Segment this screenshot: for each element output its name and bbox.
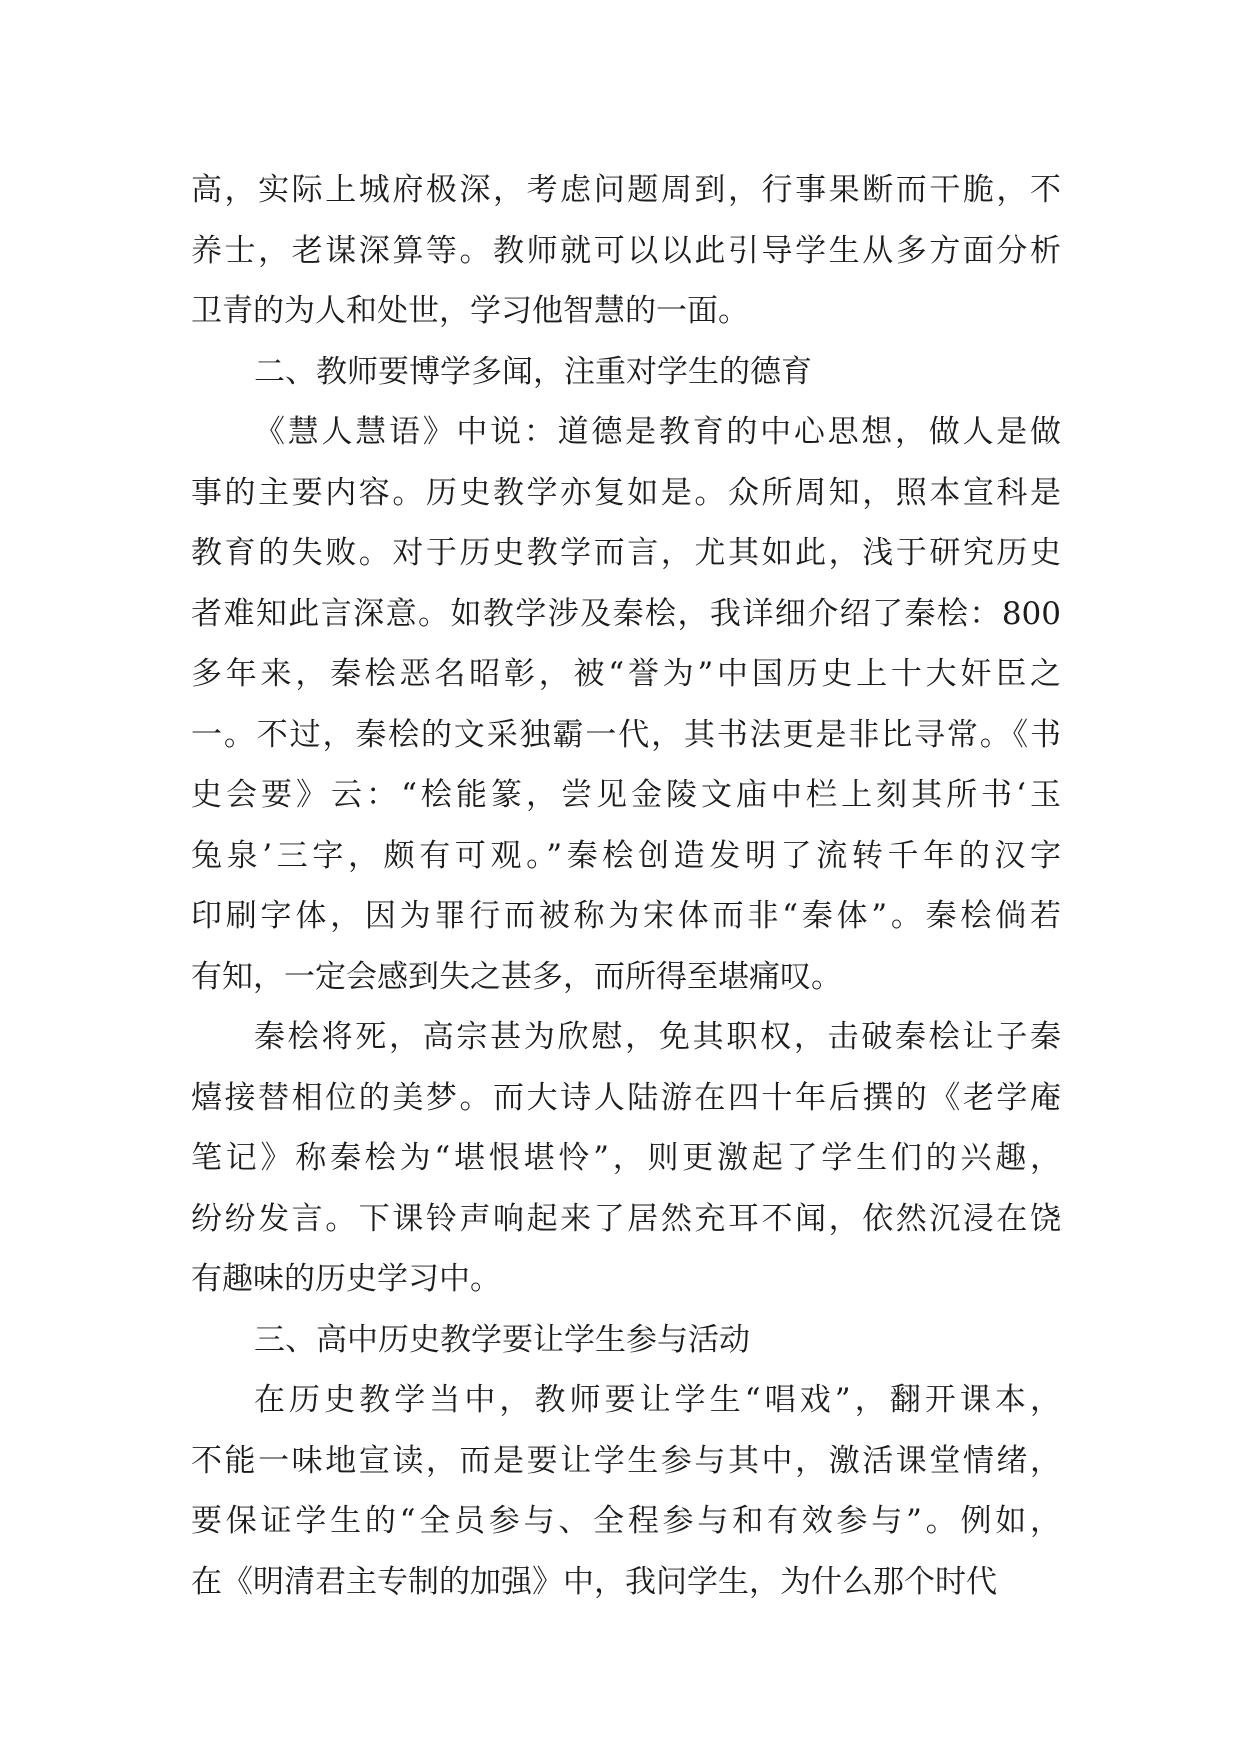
text-line: 在历史教学当中，教师要让学生“唱戏”，翻开课本， bbox=[254, 1382, 1061, 1418]
text-line: 纷纷发言。下课铃声响起来了居然充耳不闻，依然沉浸在饶 bbox=[191, 1200, 1061, 1237]
text-line: 笔记》称秦桧为“堪恨堪怜”，则更激起了学生们的兴趣， bbox=[191, 1140, 1061, 1176]
text-line: 在《明清君主专制的加强》中，我问学生，为什么那个时代 bbox=[191, 1563, 997, 1600]
text-line: 二、教师要博学多闻，注重对学生的德育 bbox=[254, 353, 812, 390]
text-line: 兔泉’三字，颇有可观。”秦桧创造发明了流转千年的汉字 bbox=[191, 837, 1061, 874]
text-line: 史会要》云：“桧能篆，尝见金陵文庙中栏上刻其所书‘玉 bbox=[191, 777, 1061, 813]
text-line: 卫青的为人和处世，学习他智慧的一面。 bbox=[191, 293, 749, 329]
text-line: 《慧人慧语》中说：道德是教育的中心思想，做人是做 bbox=[254, 414, 1061, 450]
text-line: 三、高中历史教学要让学生参与活动 bbox=[254, 1321, 750, 1358]
text-line: 高，实际上城府极深，考虑问题周到，行事果断而干脆，不 bbox=[191, 172, 1061, 208]
paragraph-moral-education bbox=[191, 402, 1061, 1007]
text-line: 者难知此言深意。如教学涉及秦桧，我详细介绍了秦桧：800 bbox=[191, 595, 1061, 632]
paragraph-student-participation bbox=[191, 1370, 1061, 1612]
text-line: 事的主要内容。历史教学亦复如是。众所周知，照本宣科是 bbox=[191, 474, 1061, 511]
text-line: 不能一味地宣读，而是要让学生参与其中，激活课堂情绪， bbox=[191, 1442, 1061, 1479]
text-line: 一。不过，秦桧的文采独霸一代，其书法更是非比寻常。《书 bbox=[191, 716, 1061, 753]
section-heading-2 bbox=[191, 342, 1061, 403]
document-body bbox=[191, 160, 1061, 1612]
section-heading-3 bbox=[191, 1310, 1061, 1371]
text-line: 有知，一定会感到失之甚多，而所得至堪痛叹。 bbox=[191, 958, 842, 995]
text-line: 熺接替相位的美梦。而大诗人陆游在四十年后撰的《老学庵 bbox=[191, 1079, 1061, 1116]
text-line: 教育的失败。对于历史教学而言，尤其如此，浅于研究历史 bbox=[191, 535, 1061, 571]
text-line: 有趣味的历史学习中。 bbox=[191, 1261, 501, 1297]
text-line: 要保证学生的“全员参与、全程参与和有效参与”。例如， bbox=[191, 1503, 1061, 1539]
text-line: 印刷字体，因为罪行而被称为宋体而非“秦体”。秦桧倘若 bbox=[191, 898, 1061, 934]
paragraph-continued-weiqing bbox=[191, 160, 1061, 342]
text-line: 秦桧将死，高宗甚为欣慰，免其职权，击破秦桧让子秦 bbox=[254, 1019, 1061, 1055]
text-line: 养士，老谋深算等。教师就可以以此引导学生从多方面分析 bbox=[191, 232, 1061, 269]
paragraph-qinhui-death bbox=[191, 1007, 1061, 1310]
text-line: 多年来，秦桧恶名昭彰，被“誉为”中国历史上十大奸臣之 bbox=[191, 656, 1061, 692]
